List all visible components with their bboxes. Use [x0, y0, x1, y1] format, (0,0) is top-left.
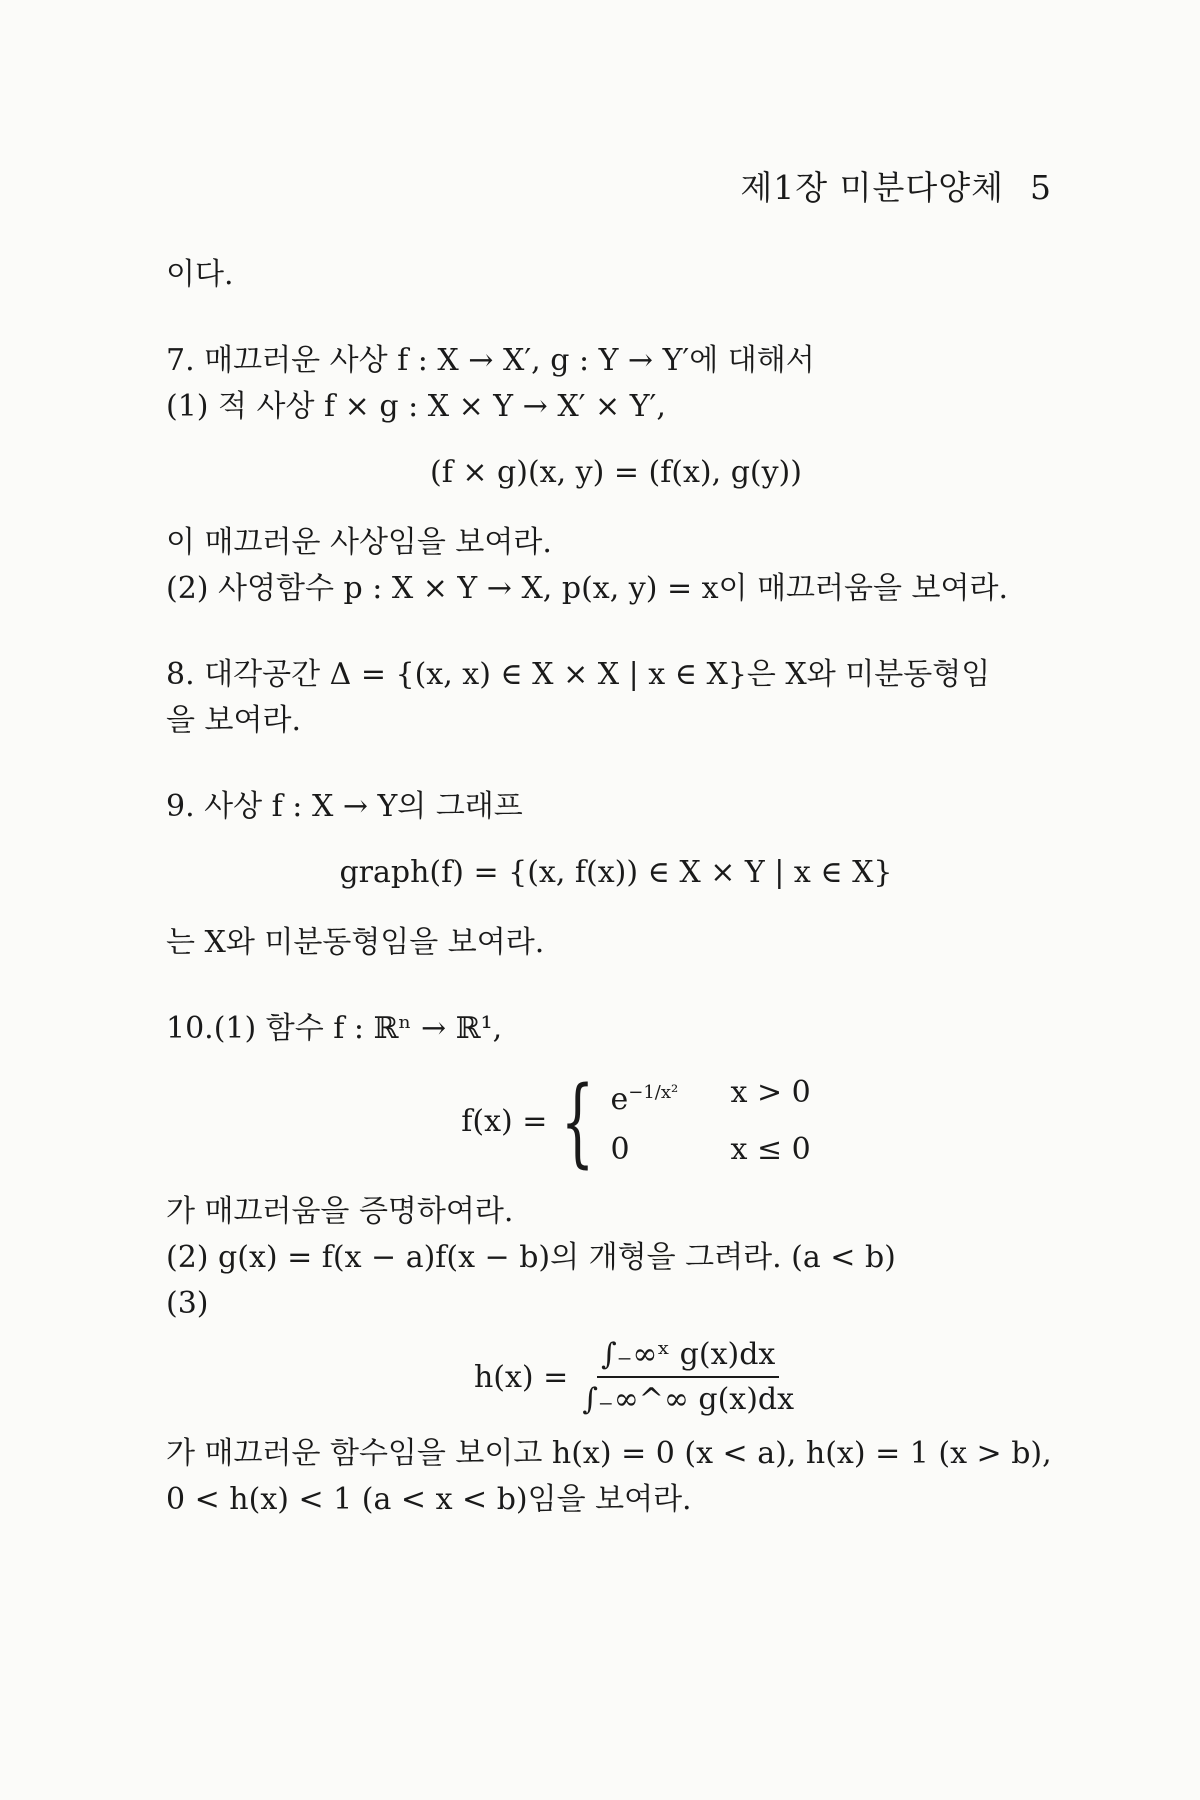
problem-7-part-1: (1) 적 사상 f × g : X × Y → X′ × Y′, [166, 389, 666, 424]
h-definition [206, 1337, 1066, 1417]
product-map-equation: (f × g)(x, y) = (f(x), g(y)) [430, 455, 802, 490]
text-line: 이다. [166, 257, 234, 292]
page-number: 5 [1030, 168, 1052, 207]
chapter-title: 제1장 미분다양체 [740, 168, 1004, 207]
problem-7-part-2: (2) 사영함수 p : X × Y → X, p(x, y) = x이 매끄러움을 보여라. [166, 571, 1008, 606]
piecewise-cases [610, 1068, 810, 1175]
case-value: $e^{-1/x^2}$ [610, 1082, 679, 1117]
problem-10-part-1-conclusion: 가 매끄러움을 증명하여라. [166, 1194, 514, 1229]
problem-10-part-3-conclusion: 0 < h(x) < 1 (a < x < b)임을 보여라. [166, 1482, 692, 1517]
problem-7 [166, 338, 1066, 612]
problem-9-conclusion: 는 X와 미분동형임을 보여라. [166, 925, 545, 960]
fraction-numerator: ∫₋∞ˣ g(x)dx [597, 1337, 779, 1378]
case-condition: x ≤ 0 [730, 1132, 811, 1167]
piecewise-function [206, 1065, 1066, 1178]
piecewise-lhs: f(x) = [461, 1104, 548, 1139]
problem-9-statement: 9. 사상 f : X → Y의 그래프 [166, 789, 523, 824]
problem-10-part-3-label: (3) [166, 1286, 209, 1321]
problem-8-statement: 8. 대각공간 Δ = {(x, x) ∈ X × X | x ∈ X}은 X와 미분동형임 [166, 657, 991, 692]
piecewise-case [610, 1068, 810, 1125]
problem-10 [166, 1006, 1066, 1523]
fraction-denominator: ∫₋∞^∞ g(x)dx [582, 1382, 795, 1417]
fraction [578, 1337, 798, 1417]
problem-10-part-1: 10.(1) 함수 f : ℝⁿ → ℝ¹, [166, 1011, 503, 1046]
problem-7-part-1-conclusion: 이 매끄러운 사상임을 보여라. [166, 525, 552, 560]
running-header [740, 162, 1052, 209]
page-body [166, 252, 1066, 1523]
problem-10-part-3-statement: 가 매끄러운 함수임을 보이고 h(x) = 0 (x < a), h(x) = 1 (x > b), [166, 1436, 1052, 1471]
problem-9 [166, 784, 1066, 966]
problem-10-part-2: (2) g(x) = f(x − a)f(x − b)의 개형을 그려라. (a < b) [166, 1240, 896, 1275]
problem-8 [166, 652, 1066, 744]
case-value: 0 [610, 1132, 630, 1167]
case-condition: x > 0 [730, 1075, 811, 1110]
graph-equation: graph(f) = {(x, f(x)) ∈ X × Y | x ∈ X} [339, 855, 893, 890]
problem-7-statement: 7. 매끄러운 사상 f : X → X′, g : Y → Y′에 대해서 [166, 343, 815, 378]
h-lhs: h(x) = [473, 1359, 569, 1395]
piecewise-case [610, 1125, 810, 1175]
left-brace: { [561, 1065, 595, 1178]
problem-8-continuation: 을 보여라. [166, 703, 301, 738]
